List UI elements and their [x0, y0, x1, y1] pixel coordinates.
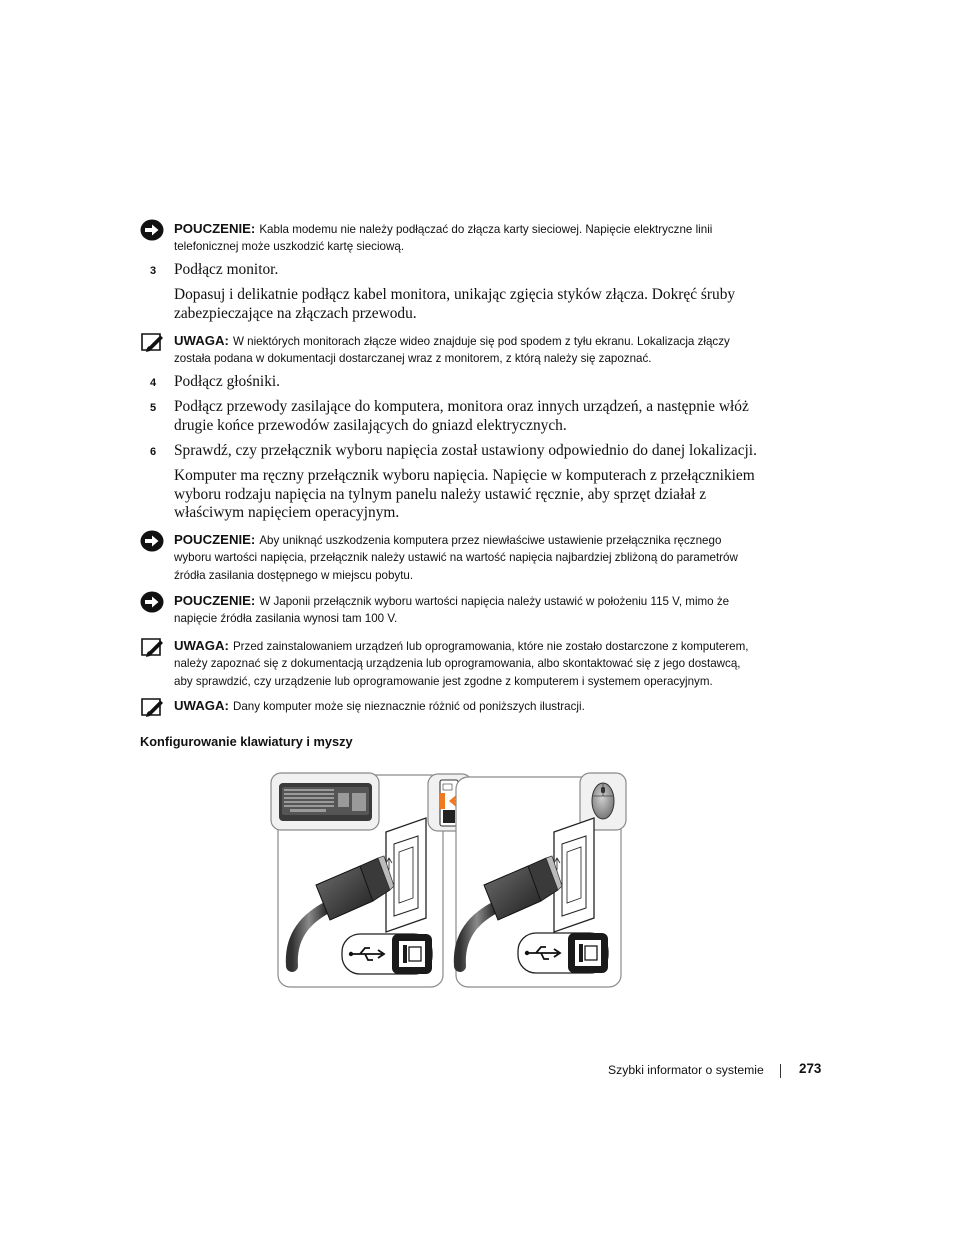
notice-block [140, 531, 760, 584]
note-text: W Japonii przełącznik wyboru wartości napięcia należy ustawić w położeniu 115 V, mimo że napięcie źródła zasilania wynosi tam 100 V. [174, 595, 730, 626]
step-item [150, 442, 770, 461]
note-block [140, 637, 760, 690]
keyboard-mouse-illustration [268, 770, 630, 992]
note-text: W niektórych monitorach złącze wideo znajduje się pod spodem z tyłu ekranu. Lokalizacja złączy została podana w dokumentacji dostarczanej wraz z monitorem, z którą należy się zapoznać. [174, 335, 730, 366]
step-item [150, 373, 770, 392]
footer-section-title: Szybki informator o systemie [608, 1063, 764, 1077]
step-number: 3 [150, 265, 157, 277]
paragraph: Komputer ma ręczny przełącznik wyboru napięcia. Napięcie w komputerach z przełącznikiem wyboru rodzaju napięcia na tylnym panelu należy ustawić ręcznie, aby sprzęt działał z właściwym napięciem operacyjnym. [174, 467, 755, 522]
note-block [140, 697, 760, 715]
keyboard-connection-panel [271, 773, 443, 987]
step-text: Sprawdź, czy przełącznik wyboru napięcia został ustawiony odpowiednio do danej lokalizacji. [174, 442, 757, 459]
step-text: Podłącz przewody zasilające do komputera, monitora oraz innych urządzeń, a następnie włóż drugie końce przewodów zasilających do gniazd elektrycznych. [174, 398, 749, 434]
note-label: POUCZENIE: [174, 532, 256, 547]
note-text: Kabla modemu nie należy podłączać do złącza karty sieciowej. Napięcie elektryczne linii telefonicznej może uszkodzić kartę sieciową. [174, 223, 713, 254]
page-number: 273 [799, 1061, 822, 1076]
step-number: 6 [150, 446, 157, 458]
note-label: UWAGA: [174, 333, 229, 348]
step-item [150, 398, 770, 435]
step-item [150, 261, 770, 280]
section-heading: Konfigurowanie klawiatury i myszy [140, 734, 353, 749]
usb-symbol-icon [518, 933, 608, 973]
usb-symbol-icon [342, 934, 432, 974]
notice-block [140, 220, 760, 256]
mouse-connection-panel [456, 773, 626, 987]
note-text: Aby uniknąć uszkodzenia komputera przez niewłaściwe ustawienie przełącznika ręcznego wyboru wartości napięcia, przełącznik należy ustawić na wartość napięcia najbardziej zbliżoną do parametrów źródła zasilania dostępnego w miejscu pobytu. [174, 534, 738, 582]
usb-port-icon [554, 818, 594, 932]
note-pencil-icon [140, 331, 164, 353]
notice-arrow-icon [140, 591, 164, 613]
notice-arrow-icon [140, 219, 164, 241]
step-number: 4 [150, 377, 157, 389]
footer-divider [780, 1064, 781, 1078]
note-label: POUCZENIE: [174, 221, 256, 236]
usb-port-icon [386, 818, 426, 932]
paragraph: Dopasuj i delikatnie podłącz kabel monitora, unikając zgięcia styków złącza. Dokręć śruby zabezpieczające na złączach przewodu. [174, 286, 736, 322]
note-pencil-icon [140, 696, 164, 718]
notice-arrow-icon [140, 530, 164, 552]
note-block [140, 332, 760, 368]
step-text: Podłącz monitor. [174, 261, 279, 278]
note-label: POUCZENIE: [174, 593, 256, 608]
notice-block [140, 592, 760, 628]
keyboard-icon [279, 783, 372, 821]
note-label: UWAGA: [174, 638, 229, 653]
step-text: Podłącz głośniki. [174, 373, 281, 390]
step-number: 5 [150, 402, 157, 414]
note-text: Przed zainstalowaniem urządzeń lub oprogramowania, które nie zostało dostarczone z komputerem, należy zapoznać się z dokumentacją urządzenia lub oprogramowania, albo skontaktować się z jego dostawcą, aby sprawdzić, czy urządzenie lub oprogramowanie jest zgodne z komputerem i systemem operacyjnym. [174, 640, 749, 688]
note-text: Dany komputer może się nieznacznie różnić od poniższych ilustracji. [232, 700, 585, 713]
note-label: UWAGA: [174, 698, 229, 713]
mouse-icon [592, 783, 614, 819]
note-pencil-icon [140, 636, 164, 658]
